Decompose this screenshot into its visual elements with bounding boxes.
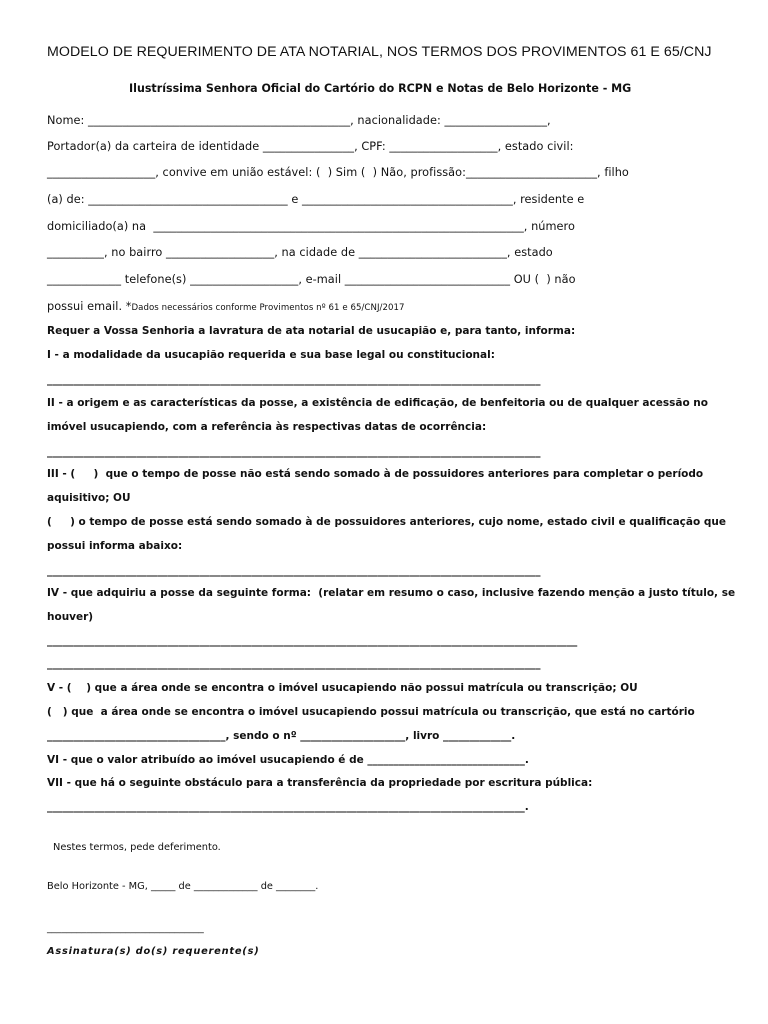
item-iii-option-1: III - ( ) que o tempo de posse não está sendo somado à de possuidores anteriores para completar o período — [47, 468, 704, 480]
item-ii-label-line-2: imóvel usucapiendo, com a referência às respectivas datas de ocorrência: — [47, 421, 487, 433]
signature-label: Assinatura(s) do(s) requerente(s) — [47, 946, 260, 957]
form-line-parents: (a) de: ___________________________________ e _____________________________________, residente e — [47, 193, 585, 206]
form-line-civil-status: ___________________, convive em união estável: ( ) Sim ( ) Não, profissão:_______________________, filho — [47, 166, 629, 179]
item-iii-blank-line: ______________________________________________________________________________________________ — [47, 565, 541, 577]
provisions-footnote: Dados necessários conforme Provimentos nº 61 e 65/CNJ/2017 — [131, 303, 405, 313]
item-ii-blank-line: ______________________________________________________________________________________________ — [47, 446, 541, 458]
email-text: possui email. * — [47, 300, 132, 313]
form-line-email-note — [47, 300, 405, 313]
item-i-label: I - a modalidade da usucapião requerida e sua base legal ou constitucional: — [47, 349, 495, 361]
date-line: Belo Horizonte - MG, _____ de _____________ de ________. — [47, 881, 319, 892]
form-line-name: Nome: ______________________________________________, nacionalidade: __________________, — [47, 114, 551, 127]
form-line-contact: _____________ telefone(s) ___________________, e-mail _____________________________ OU ( ) não — [47, 273, 576, 286]
item-ii-label-line-1: II - a origem e as características da posse, a existência de edificação, de benfeitoria ou de qualquer acessão no — [47, 397, 708, 409]
addressee-heading: Ilustríssima Senhora Oficial do Cartório do RCPN e Notas de Belo Horizonte - MG — [129, 82, 632, 95]
item-iii-option-2: ( ) o tempo de posse está sendo somado à de possuidores anteriores, cujo nome, estado civil e qualificação que — [47, 516, 726, 528]
closing-text: Nestes termos, pede deferimento. — [53, 842, 221, 853]
document-title: MODELO DE REQUERIMENTO DE ATA NOTARIAL, NOS TERMOS DOS PROVIMENTOS 61 E 65/CNJ — [47, 44, 712, 60]
form-line-neighborhood: __________, no bairro ___________________, na cidade de __________________________, estado — [47, 246, 553, 259]
item-iv-label-line-1: IV - que adquiriu a posse da seguinte forma: (relatar em resumo o caso, inclusive fazendo menção a justo título, se — [47, 587, 736, 599]
item-vi-value-line: VI - que o valor atribuído ao imóvel usucapiendo é de ______________________________. — [47, 754, 529, 766]
item-iv-blank-line-1: _____________________________________________________________________________________________________ — [47, 635, 578, 647]
item-vii-blank-line: ___________________________________________________________________________________________. — [47, 801, 529, 813]
item-i-blank-line: ______________________________________________________________________________________________ — [47, 374, 541, 386]
item-vii-label: VII - que há o seguinte obstáculo para a transferência da propriedade por escritura pública: — [47, 777, 593, 789]
item-v-registry-line: __________________________________, sendo o nº ____________________, livro _____________. — [47, 730, 516, 742]
item-v-option-2: ( ) que a área onde se encontra o imóvel usucapiendo possui matrícula ou transcrição, que está no cartório — [47, 706, 695, 718]
item-iii-option-1-cont: aquisitivo; OU — [47, 492, 131, 504]
request-intro: Requer a Vossa Senhoria a lavratura de ata notarial de usucapião e, para tanto, informa: — [47, 325, 576, 337]
item-iii-option-2-cont: possui informa abaixo: — [47, 540, 183, 552]
signature-line: ________________________________ — [47, 923, 204, 934]
form-line-identity: Portador(a) da carteira de identidade ________________, CPF: ___________________, estado civil: — [47, 140, 574, 153]
item-iv-label-line-2: houver) — [47, 611, 94, 623]
item-v-option-1: V - ( ) que a área onde se encontra o imóvel usucapiendo não possui matrícula ou transcrição; OU — [47, 682, 638, 694]
item-iv-blank-line-2: ______________________________________________________________________________________________ — [47, 658, 541, 670]
form-line-address: domiciliado(a) na _________________________________________________________________, número — [47, 220, 575, 233]
